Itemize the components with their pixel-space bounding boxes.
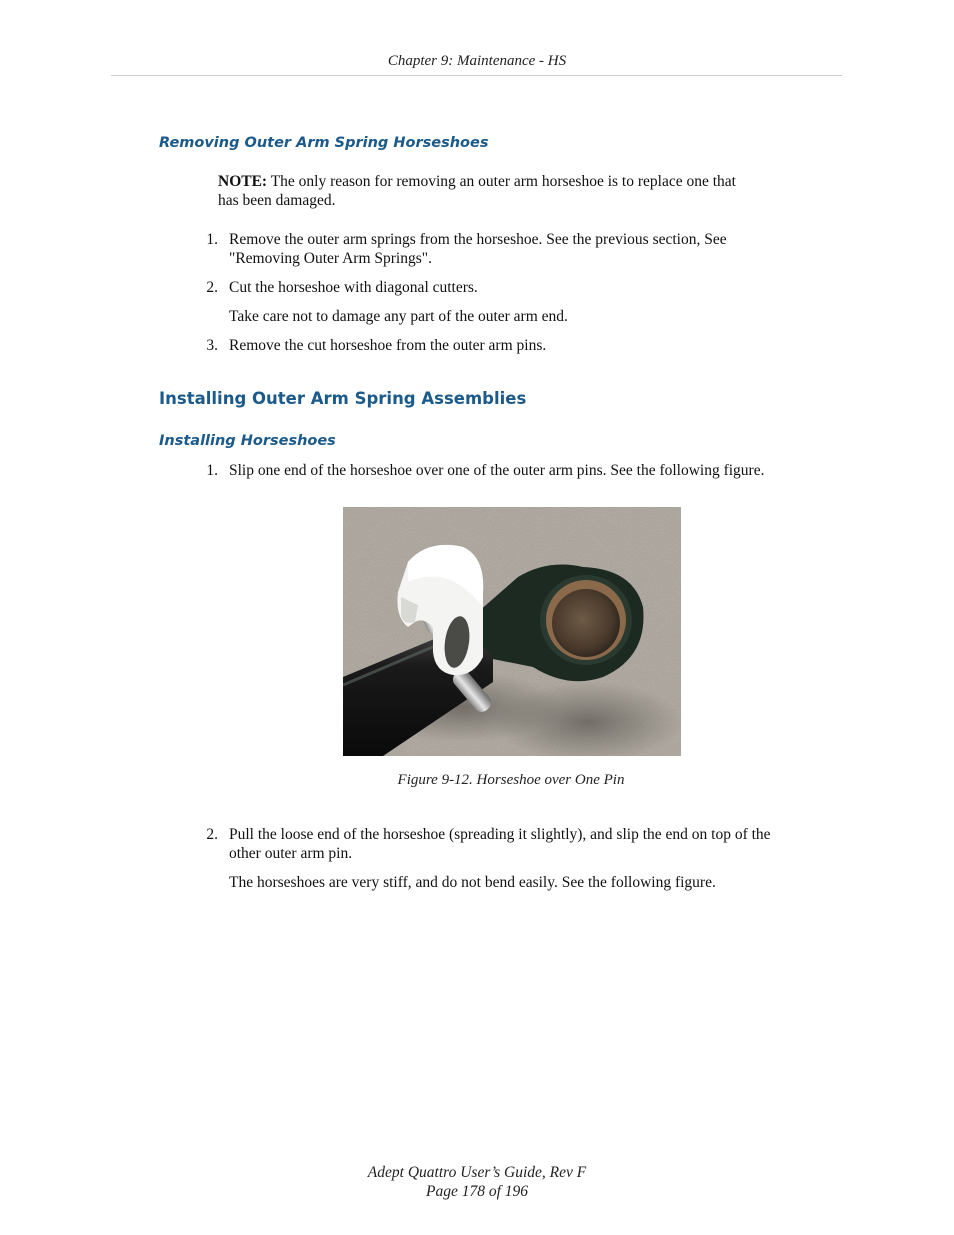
step-line: "Removing Outer Arm Springs". (229, 249, 432, 267)
note-line-2: has been damaged. (218, 191, 336, 209)
step-number: 1. (206, 231, 218, 248)
page-footer (0, 1163, 954, 1201)
figure-photo-horseshoe-over-pin (343, 507, 681, 756)
note-paragraph (218, 173, 736, 210)
footer-page-number: Page 178 of 196 (425, 1183, 529, 1200)
note-text-1: The only reason for removing an outer arm horseshoe is to replace one that (267, 173, 736, 190)
step-number: 3. (206, 337, 218, 354)
step-detail: The horseshoes are very stiff, and do not bend easily. See the following figure. (229, 874, 716, 891)
header-divider (111, 75, 842, 76)
step-line: Pull the loose end of the horseshoe (spreading it slightly), and slip the end on top of the (229, 826, 771, 843)
note-line-1 (218, 173, 736, 192)
step-text: Slip one end of the horseshoe over one of the outer arm pins. See the following figure. (229, 462, 765, 479)
step-line: other outer arm pin. (229, 844, 353, 862)
step-number: 1. (206, 462, 218, 479)
note-label: NOTE: (218, 173, 268, 190)
step-text: Cut the horseshoe with diagonal cutters. (229, 279, 478, 296)
subsection-heading-installing-horseshoes: Installing Horseshoes (159, 433, 336, 449)
figure-caption: Figure 9-12. Horseshoe over One Pin (397, 772, 625, 788)
step-line: Remove the outer arm springs from the horseshoe. See the previous section, See (229, 231, 727, 248)
step-number: 2. (206, 279, 218, 296)
section-heading-removing-horseshoes: Removing Outer Arm Spring Horseshoes (159, 135, 489, 151)
running-header: Chapter 9: Maintenance - HS (387, 53, 567, 69)
step-text (229, 826, 771, 863)
step-detail: Take care not to damage any part of the outer arm end. (229, 308, 568, 325)
photo-illustration (343, 507, 681, 756)
step-text (229, 231, 727, 268)
footer-guide-title: Adept Quattro User’s Guide, Rev F (367, 1164, 587, 1181)
step-text: Remove the cut horseshoe from the outer arm pins. (229, 337, 547, 354)
section-heading-installing-assemblies: Installing Outer Arm Spring Assemblies (159, 389, 527, 408)
step-number: 2. (206, 826, 218, 843)
